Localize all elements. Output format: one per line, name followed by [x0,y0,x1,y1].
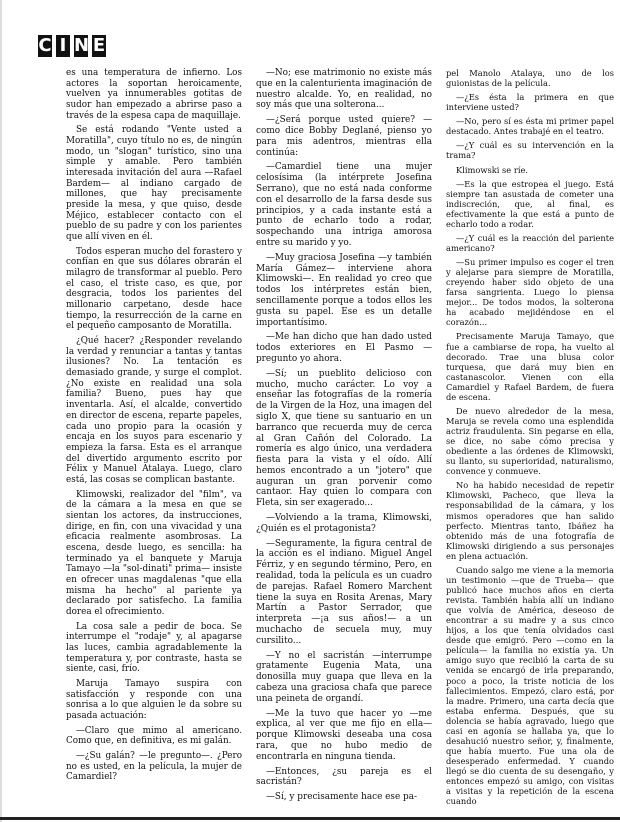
paragraph: —¿Será porque usted quiere? —como dice Bobby Deglané, pienso yo para mis adentros, mientras ella continúa: [256,115,432,158]
paragraph: —Muy graciosa Josefina —y también María Gámez— interviene ahora Klimowski—. En realidad yo creo que todos los intérpretes están bien, sencillamente porque a todos ellos les gusta su papel. Ese es un detalle importantísimo. [256,252,432,328]
paragraph: —Claro que mimo al americano. Como que, en definitiva, es mi galán. [66,725,242,747]
paragraph: —¿Su galán? —le pregunto—. ¿Pero no es usted, en la película, la mujer de Camardiel? [66,750,242,783]
text-column-1 [66,68,242,787]
paragraph: Klimowski, realizador del "film", va de la cámara a la mesa en que se sientan los actores, da instrucciones, dirige, en fin, con una vivacidad y una eficacia realmente asombrosas. La escena, desde luego, es sencilla: ha terminado ya el banquete y Maruja Tamayo —la "sol-dinati" prima— insiste en ofrecer unas magdalenas "que ella misma ha hecho" al pariente ya declarado por satisfecho. La familia dorea el ofrecimiento. [66,489,242,617]
paragraph: —Es la que estropea el juego. Está siempre tan asustada de cometer una indiscreción, que, al final, es efectivamente la que está a punto de echarlo todo a rodar. [446,178,614,229]
paragraph: —Entonces, ¿su pareja es el sacristán? [256,766,432,788]
paragraph: —Sí; un pueblito delicioso con mucho, mucho carácter. Lo voy a enseñar las fotografías de la romería de la Virgen de la Hoz, una imagen del siglo X, que tiene su santuario en un barranco que recuerda muy de cerca al Gran Cañón del Colorado. La romería es algo único, una verdadera fiesta para la vista y el oído. Allí hemos encontrado a un "jotero" que auguran un gran porvenir como cantaor. Hay quien lo compara con Fleta, sin ser exagerado... [256,368,432,509]
paragraph: ¿Qué hacer? ¿Responder revelando la verdad y renunciar a tantas y tantas ilusiones? No. La tentación es demasiado grande, y surge el complot. ¿No existe en realidad una sola familia? Bueno, pues hay que inventarla. Así, el alcalde, convertido en director de escena, reparte papeles, cada uno propio para la ocasión y encaja en los suyos para escenario y empieza la farsa. Esta es el arranque del divertido argumento escrito por Félix y Manuel Atalaya. Luego, claro está, las cosas se complican bastante. [66,336,242,485]
paragraph: —Su primer impulso es coger el tren y alejarse para siempre de Moratilla, creyendo haber sido objeto de una farsa sangrienta. Luego lo piensa mejor... De todos modos, la solterona ha acabado mejidéndose en el corazón... [446,257,614,328]
paragraph: —¿Es ésta la primera en que interviene usted? [446,92,614,113]
paragraph: —Camardiel tiene una mujer celosísima (la intérprete Josefina Serrano), que no está nada conforme con el desarrollo de la farsa desde sus principios, y a cada instante está a punto de echarlo todo a rodar, sospechando una intriga amorosa entre su marido y yo. [256,162,432,248]
paragraph: Cuando salgo me viene a la memoria un testimonio —que de Trueba— que publicó hace muchos años en cierta revista. También había allí un indiano que volvía de América, deseoso de encontrar a su madre y a sus cinco hijos, a los que tenía olvidados casi desde que emigró. Pero —como en la película— la familia no existía ya. Un amigo suyo que recibió la carta de su venida se encargó de irla preparando, poco a poco, la triste noticia de los fallecimientos. Empezó, claro está, por la madre. Primero, una carta decía que estaba enferma. Después, que su dolencia se había agravado, luego que casi en agonía se hallaba ya, que lo desahució nuestro señor, y, finalmente, que había muerto. Fue una ola de desesperado enfermedad. Y cuando llegó se dio cuenta de su desengaño, y entonces empezó su amigo, con visitas a visitas y la repetición de la escena cuando [446,564,614,807]
paragraph: —Seguramente, la figura central de la acción es el indiano. Miguel Angel Férriz, y en segundo término, Pero, en realidad, toda la película es un cuadro de parejas. Rafael Romero Marchent tiene la suya en Rosita Arenas, Mary Martín a Pastor Serrador, que interpreta —¡a sus años!— a un muchacho de secuela muy, muy cursilito... [256,538,432,646]
paragraph: Se está rodando "Vente usted a Moratilla", cuyo título no es, de ningún modo, un "slogan" turístico, sino una simple y amable. Pero también interesada invitación del aura —Rafael Bardem— al indiano cargado de millones, que hay precisamente preside la mesa, y que quiso, desde Méjico, establecer contacto con el pueblo de su padre y con los parientes que allí viven en él. [66,125,242,243]
section-letter: I [56,35,70,57]
paragraph: —Me la tuvo que hacer yo —me explica, al ver que me fijo en ella— porque Klimowski deseaba una cosa rara, que no hubo medio de encontrarla en ninguna tienda. [256,708,432,762]
paragraph: —No; ese matrimonio no existe más que en la calenturienta imaginación de nuestro alcalde. Yo, en realidad, no soy más que una solterona... [256,68,432,111]
paragraph: —Sí, y precisamente hace ese pa- [266,792,418,803]
paragraph: No ha habido necesidad de repetir Klimowski, Pacheco, que lleva la responsabilidad de la cámara, y los mismos operadores que han salido perfecto. Mientras tanto, Ibáñez ha obtenido más de una fotografía de Klimowski dirigiendo a sus personajes en plena actuación. [446,480,614,561]
section-letter: N [74,35,90,56]
section-letter: E [92,35,106,56]
paragraph: —¿Y cuál es su intervención en la trama? [446,140,614,161]
bottom-rule [0,817,620,820]
paragraph: es una temperatura de infierno. Los actores la soportan heroicamente, vuelven ya innumerables gotitas de sudor han empezado a abrirse paso a través de la espesa capa de maquillaje. [66,68,242,121]
paragraph: De nuevo alrededor de la mesa, Maruja se revela como una esplendida actriz fraudulenta. Sin pegarse en ella, se dice, no sabe cómo precisa y obediente a las órdenes de Klimowski, su llanto, su superioridad, naturalismo, convence y conmueve. [446,405,614,477]
paragraph: Klimowski se ríe. [456,164,529,175]
scan-edge [0,0,2,822]
paragraph: —No, pero sí es ésta mi primer papel destacado. Antes trabajé en el teatro. [446,116,614,137]
paragraph: La cosa sale a pedir de boca. Se interrumpe el "rodaje" y, al apagarse las luces, cambia agradablemente la temperatura y, por contraste, hasta se siente, casi, frío. [66,621,242,675]
paragraph: —Volviendo a la trama, Klimowski, ¿Quién es el protagonista? [256,513,432,534]
text-column-3 [446,68,614,810]
paragraph: —Y no el sacristán —interrumpe gratamente Eugenia Mata, una donosilla muy guapa que lleva en la cabeza una graciosa chafa que parece una peineta de organdí. [256,650,432,704]
paragraph: —¿Y cuál es la reacción del pariente americano? [446,232,614,253]
paragraph: Precisamente Maruja Tamayo, que fue a cambiarse de ropa, ha vuelto al decorado. Trae una blusa color turquesa, que dará muy bien en castanascolor. Vienen con ella Camardiel y Rafael Bardem, de fuera de escena. [446,331,614,402]
section-letter: C [38,35,52,56]
section-badge-cine [32,32,108,60]
paragraph: Maruja Tamayo suspira con satisfacción y responde con una sonrisa a lo que alguien le da sobre su pasada actuación: [66,678,242,721]
paragraph: Todos esperan mucho del forastero y confían en que sus dólares obrarán el milagro de transformar al pueblo. Pero el caso, el triste caso, es que, por desgracia, todos los parientes del millonario carpetano, desde hace tiempo, la resurrección de la carne en el pequeño camposanto de Moratilla. [66,246,242,332]
text-column-2 [256,68,432,807]
paragraph: pel Manolo Atalaya, uno de los guionistas de la película. [446,68,614,89]
paragraph: —Me han dicho que han dado usted todos exteriores en El Pasmo —pregunto yo ahora. [256,332,432,364]
